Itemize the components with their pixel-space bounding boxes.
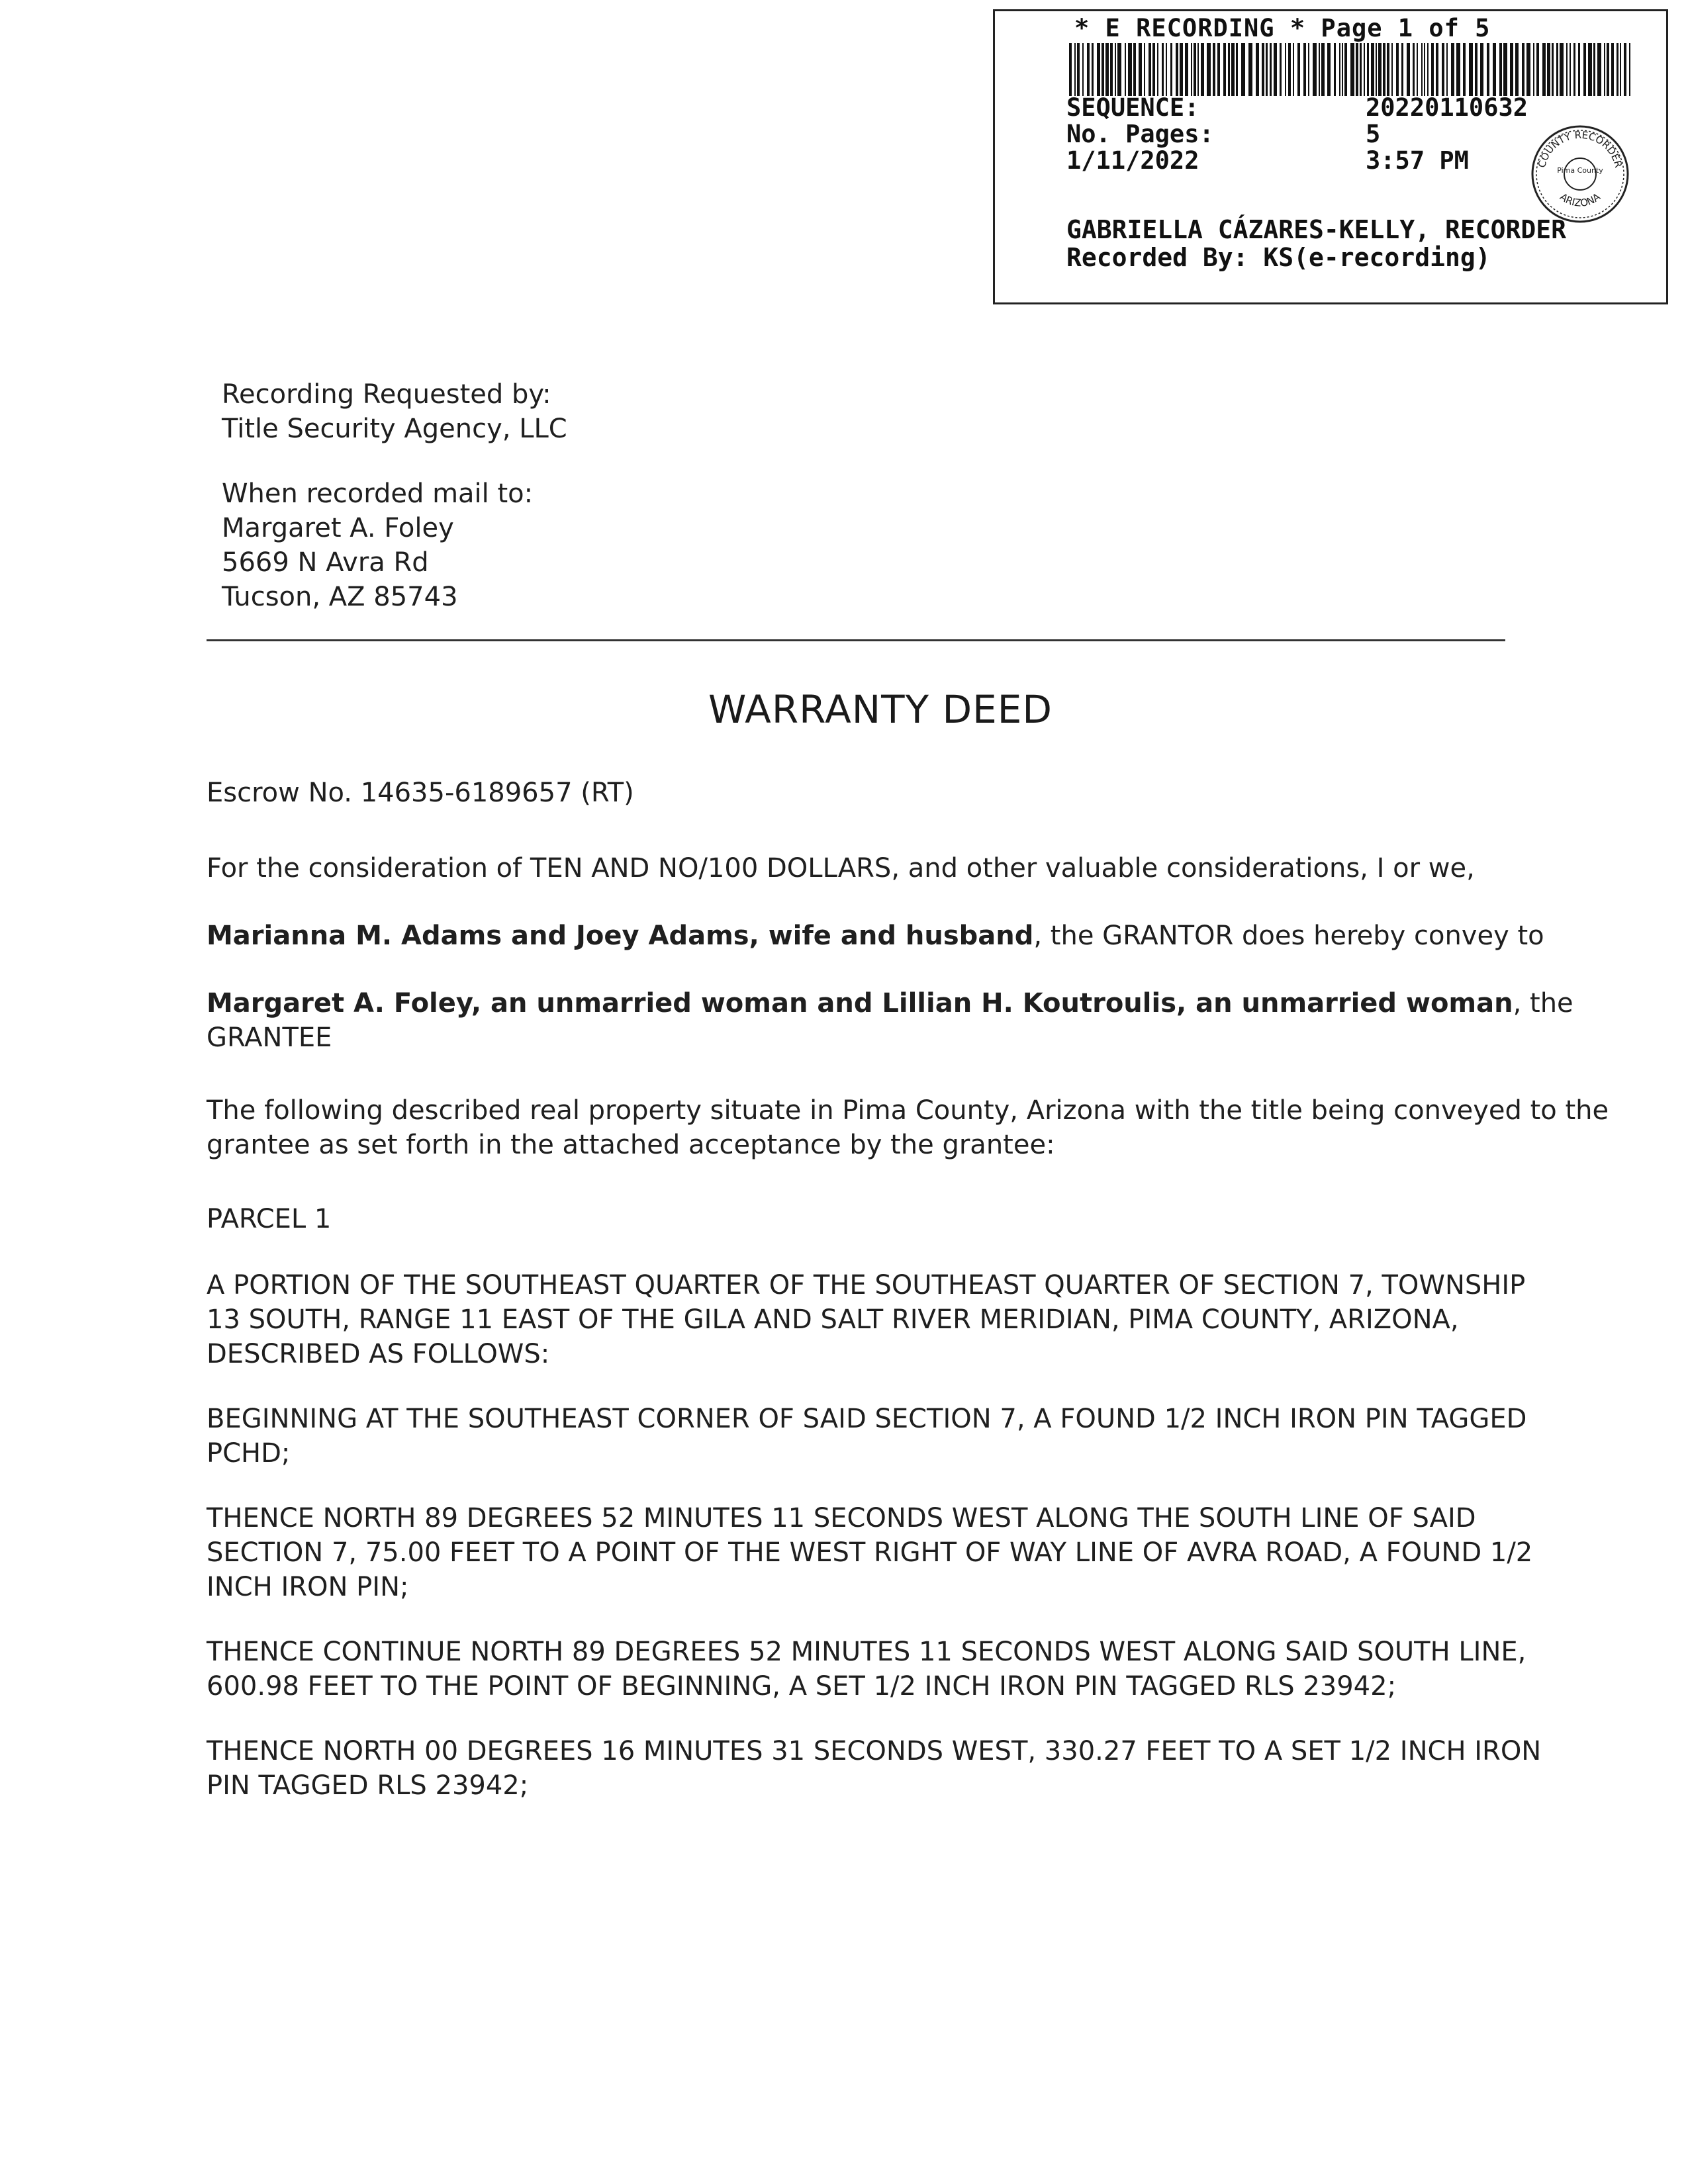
recording-date: 1/11/2022	[1066, 146, 1199, 175]
mail-to-block	[222, 477, 533, 614]
sequence-label: SEQUENCE:	[1066, 93, 1199, 122]
barcode	[1069, 43, 1630, 96]
grantee-suffix: , the	[1513, 988, 1573, 1019]
legal-paragraph-2	[207, 1402, 1526, 1471]
legal-line: THENCE NORTH 89 DEGREES 52 MINUTES 11 SECONDS WEST ALONG THE SOUTH LINE OF SAID	[207, 1503, 1476, 1533]
grantor-line	[207, 919, 1544, 953]
svg-text:COUNTY RECORDER	[1536, 129, 1624, 169]
legal-line: PCHD;	[207, 1438, 291, 1469]
document-title: WARRANTY DEED	[708, 687, 1053, 732]
recording-requested-block	[222, 377, 567, 446]
pages-value: 5	[1366, 120, 1381, 148]
grantee-names: Margaret A. Foley, an unmarried woman and Lillian H. Koutroulis, an unmarried woman	[207, 988, 1513, 1019]
grantor-names: Marianna M. Adams and Joey Adams, wife and husband	[207, 921, 1034, 951]
legal-paragraph-3	[207, 1501, 1532, 1604]
legal-paragraph-1	[207, 1268, 1525, 1371]
grantee-label: GRANTEE	[207, 1023, 332, 1053]
pages-label: No. Pages:	[1066, 120, 1214, 148]
mail-to-street: 5669 N Avra Rd	[222, 547, 429, 578]
mail-to-name: Margaret A. Foley	[222, 513, 454, 543]
legal-line: PIN TAGGED RLS 23942;	[207, 1770, 529, 1801]
grantor-suffix: , the GRANTOR does hereby convey to	[1033, 921, 1544, 951]
requested-label: Recording Requested by:	[222, 379, 551, 410]
seal-text-center: Pima County	[1557, 166, 1603, 175]
recording-time: 3:57 PM	[1366, 146, 1469, 175]
recorder-name: GABRIELLA CÁZARES-KELLY, RECORDER	[1066, 215, 1566, 244]
svg-text:ARIZONA	[1558, 191, 1603, 209]
legal-line: INCH IRON PIN;	[207, 1572, 409, 1602]
consideration-text: For the consideration of TEN AND NO/100 DOLLARS, and other valuable considerations, I or we,	[207, 853, 1475, 884]
sequence-value: 20220110632	[1366, 93, 1528, 122]
mail-to-label: When recorded mail to:	[222, 478, 534, 509]
mail-to-city: Tucson, AZ 85743	[222, 582, 458, 612]
legal-line: BEGINNING AT THE SOUTHEAST CORNER OF SAID SECTION 7, A FOUND 1/2 INCH IRON PIN TAGGED	[207, 1404, 1527, 1434]
legal-line: SECTION 7, 75.00 FEET TO A POINT OF THE WEST RIGHT OF WAY LINE OF AVRA ROAD, A FOUND 1/2	[207, 1537, 1533, 1568]
seal-text-bottom: ARIZONA	[1558, 191, 1603, 209]
header-divider	[207, 639, 1505, 641]
legal-line: DESCRIBED AS FOLLOWS:	[207, 1339, 550, 1369]
legal-paragraph-4	[207, 1635, 1526, 1704]
legal-line: A PORTION OF THE SOUTHEAST QUARTER OF THE SOUTHEAST QUARTER OF SECTION 7, TOWNSHIP	[207, 1270, 1526, 1300]
grantee-block	[207, 986, 1573, 1055]
property-intro-line-1: The following described real property situate in Pima County, Arizona with the title being conveyed to the	[207, 1095, 1609, 1126]
grantee-line	[207, 986, 1573, 1021]
legal-paragraph-5	[207, 1734, 1541, 1803]
seal-text-top: COUNTY RECORDER	[1535, 128, 1625, 169]
legal-line: 600.98 FEET TO THE POINT OF BEGINNING, A SET 1/2 INCH IRON PIN TAGGED RLS 23942;	[207, 1671, 1397, 1702]
recorded-by: Recorded By: KS(e-recording)	[1066, 243, 1491, 272]
escrow-number: Escrow No. 14635-6189657 (RT)	[207, 778, 634, 808]
property-intro	[207, 1093, 1609, 1162]
legal-line: THENCE NORTH 00 DEGREES 16 MINUTES 31 SECONDS WEST, 330.27 FEET TO A SET 1/2 INCH IRON	[207, 1736, 1542, 1766]
county-recorder-seal	[1530, 124, 1630, 224]
legal-line: THENCE CONTINUE NORTH 89 DEGREES 52 MINUTES 11 SECONDS WEST ALONG SAID SOUTH LINE,	[207, 1637, 1526, 1667]
recording-header: * E RECORDING * Page 1 of 5	[1074, 14, 1491, 42]
requested-agency: Title Security Agency, LLC	[222, 414, 567, 444]
legal-line: 13 SOUTH, RANGE 11 EAST OF THE GILA AND SALT RIVER MERIDIAN, PIMA COUNTY, ARIZONA,	[207, 1304, 1459, 1335]
property-intro-line-2: grantee as set forth in the attached acceptance by the grantee:	[207, 1130, 1055, 1160]
recording-stamp-box	[993, 9, 1668, 304]
parcel-label: PARCEL 1	[207, 1204, 332, 1234]
